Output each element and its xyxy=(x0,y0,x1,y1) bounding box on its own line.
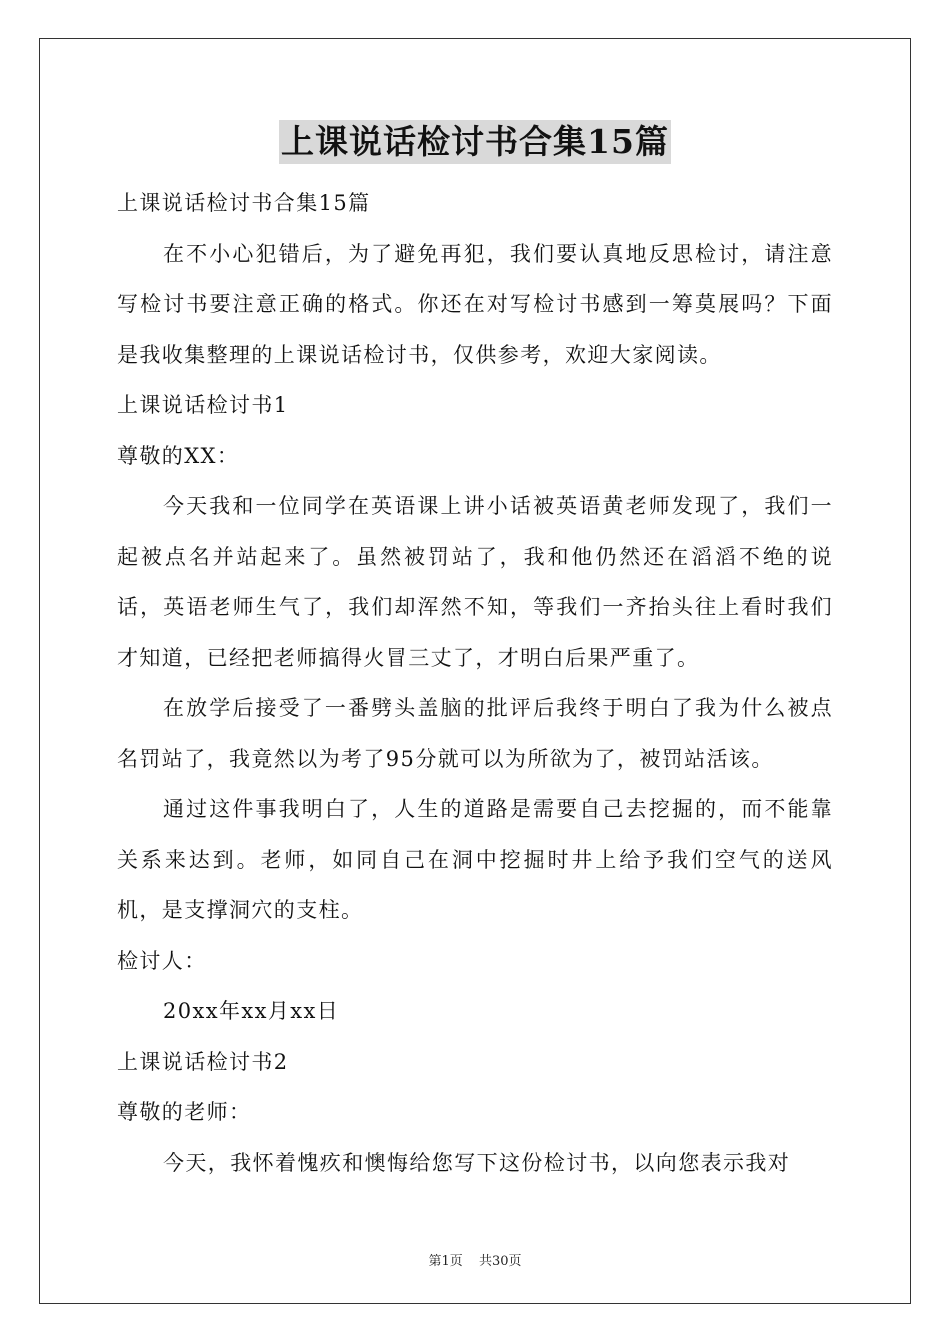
paragraph: 通过这件事我明白了，人生的道路是需要自己去挖掘的，而不能靠关系来达到。老师，如同自己在洞中挖掘时井上给予我们空气的送风机，是支撑洞穴的支柱。 xyxy=(117,797,833,922)
paragraph: 尊敬的XX： xyxy=(117,443,240,468)
document-body xyxy=(117,120,833,1188)
paragraph-list xyxy=(117,178,833,1188)
page-number: 第1页 xyxy=(428,1254,463,1269)
title-wrap xyxy=(117,120,833,170)
paragraph: 今天我和一位同学在英语课上讲小话被英语黄老师发现了，我们一起被点名并站起来了。虽然被罚站了，我和他仍然还在滔滔不绝的说话，英语老师生气了，我们却浑然不知，等我们一齐抬头往上看时我们才知道，已经把老师搞得火冒三丈了，才明白后果严重了。 xyxy=(117,494,833,670)
paragraph: 检讨人： xyxy=(117,948,207,973)
paragraph: 上课说话检讨书1 xyxy=(117,393,289,417)
paragraph: 上课说话检讨书2 xyxy=(117,1049,289,1074)
paragraph: 上课说话检讨书合集15篇 xyxy=(117,191,371,215)
paragraph: 尊敬的老师： xyxy=(117,1100,252,1124)
document-title: 上课说话检讨书合集15篇 xyxy=(279,120,671,164)
paragraph: 在不小心犯错后，为了避免再犯，我们要认真地反思检讨，请注意写检讨书要注意正确的格式。你还在对写检讨书感到一筹莫展吗？下面是我收集整理的上课说话检讨书，仅供参考，欢迎大家阅读。 xyxy=(117,241,833,367)
page-footer xyxy=(0,1250,950,1269)
paragraph: 在放学后接受了一番劈头盖脑的批评后我终于明白了我为什么被点名罚站了，我竟然以为考了95分就可以为所欲为了，被罚站活该。 xyxy=(117,696,833,771)
paragraph: 20xx年xx月xx日 xyxy=(163,999,340,1023)
paragraph: 今天，我怀着愧疚和懊悔给您写下这份检讨书，以向您表示我对 xyxy=(163,1150,791,1175)
page-total: 共30页 xyxy=(478,1254,522,1269)
